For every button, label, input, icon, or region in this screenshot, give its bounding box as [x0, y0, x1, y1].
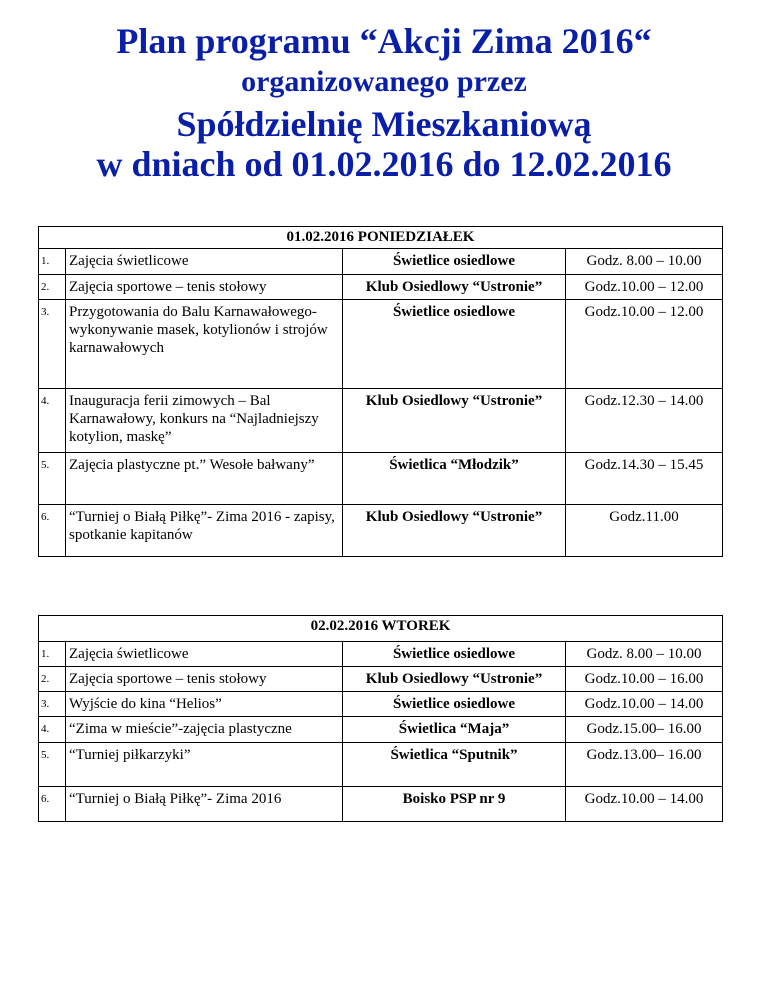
day-title: 02.02.2016 WTOREK [39, 616, 723, 642]
table-row [39, 275, 723, 300]
activity-cell: Przygotowania do Balu Karnawałowego- wykonywanie masek, kotylionów i strojów karnawałowych [66, 300, 343, 389]
place-cell: Klub Osiedlowy “Ustronie” [343, 667, 566, 692]
table-row [39, 667, 723, 692]
row-number: 5. [39, 453, 66, 505]
activity-cell: Inauguracja ferii zimowych – Bal Karnawałowy, konkurs na “Najladniejszy kotylion, maskę” [66, 389, 343, 453]
table-row [39, 743, 723, 787]
table-row [39, 787, 723, 822]
row-number: 6. [39, 505, 66, 557]
place-cell: Klub Osiedlowy “Ustronie” [343, 505, 566, 557]
document-title: Plan programu “Akcji Zima 2016“ [116, 21, 652, 61]
table-row [39, 389, 723, 453]
time-cell: Godz.10.00 – 12.00 [566, 300, 723, 389]
row-number: 5. [39, 743, 66, 787]
activity-cell: Zajęcia sportowe – tenis stołowy [66, 275, 343, 300]
activity-cell: Zajęcia sportowe – tenis stołowy [66, 667, 343, 692]
time-cell: Godz.15.00– 16.00 [566, 717, 723, 743]
activity-cell: “Zima w mieście”-zajęcia plastyczne [66, 717, 343, 743]
schedule-table-day-1 [38, 226, 723, 557]
place-cell: Świetlice osiedlowe [343, 692, 566, 717]
schedule-table-day-2 [38, 615, 723, 822]
place-cell: Klub Osiedlowy “Ustronie” [343, 275, 566, 300]
place-cell: Boisko PSP nr 9 [343, 787, 566, 822]
time-cell: Godz.14.30 – 15.45 [566, 453, 723, 505]
activity-cell: “Turniej o Białą Piłkę”- Zima 2016 [66, 787, 343, 822]
place-cell: Świetlica “Sputnik” [343, 743, 566, 787]
day-title: 01.02.2016 PONIEDZIAŁEK [39, 227, 723, 249]
row-number: 4. [39, 717, 66, 743]
place-cell: Klub Osiedlowy “Ustronie” [343, 389, 566, 453]
row-number: 3. [39, 692, 66, 717]
table-row [39, 249, 723, 275]
row-number: 3. [39, 300, 66, 389]
place-cell: Świetlice osiedlowe [343, 249, 566, 275]
table-row [39, 300, 723, 389]
row-number: 1. [39, 249, 66, 275]
table-row [39, 692, 723, 717]
time-cell: Godz.10.00 – 14.00 [566, 787, 723, 822]
row-number: 2. [39, 275, 66, 300]
time-cell: Godz. 8.00 – 10.00 [566, 642, 723, 667]
activity-cell: Zajęcia plastyczne pt.” Wesołe bałwany” [66, 453, 343, 505]
activity-cell: Zajęcia świetlicowe [66, 249, 343, 275]
row-number: 2. [39, 667, 66, 692]
time-cell: Godz.10.00 – 14.00 [566, 692, 723, 717]
table-row [39, 642, 723, 667]
time-cell: Godz.13.00– 16.00 [566, 743, 723, 787]
time-cell: Godz.11.00 [566, 505, 723, 557]
place-cell: Świetlice osiedlowe [343, 300, 566, 389]
document-subtitle: organizowanego przez [241, 65, 527, 98]
date-range: w dniach od 01.02.2016 do 12.02.2016 [96, 144, 672, 184]
activity-cell: Wyjście do kina “Helios” [66, 692, 343, 717]
time-cell: Godz. 8.00 – 10.00 [566, 249, 723, 275]
organizer-name: Spółdzielnię Mieszkaniową [176, 104, 592, 144]
place-cell: Świetlice osiedlowe [343, 642, 566, 667]
activity-cell: “Turniej piłkarzyki” [66, 743, 343, 787]
row-number: 6. [39, 787, 66, 822]
row-number: 1. [39, 642, 66, 667]
place-cell: Świetlica “Młodzik” [343, 453, 566, 505]
activity-cell: Zajęcia świetlicowe [66, 642, 343, 667]
table-row [39, 717, 723, 743]
table-row [39, 453, 723, 505]
table-row [39, 505, 723, 557]
time-cell: Godz.10.00 – 12.00 [566, 275, 723, 300]
row-number: 4. [39, 389, 66, 453]
place-cell: Świetlica “Maja” [343, 717, 566, 743]
time-cell: Godz.12.30 – 14.00 [566, 389, 723, 453]
activity-cell: “Turniej o Białą Piłkę”- Zima 2016 - zapisy, spotkanie kapitanów [66, 505, 343, 557]
time-cell: Godz.10.00 – 16.00 [566, 667, 723, 692]
